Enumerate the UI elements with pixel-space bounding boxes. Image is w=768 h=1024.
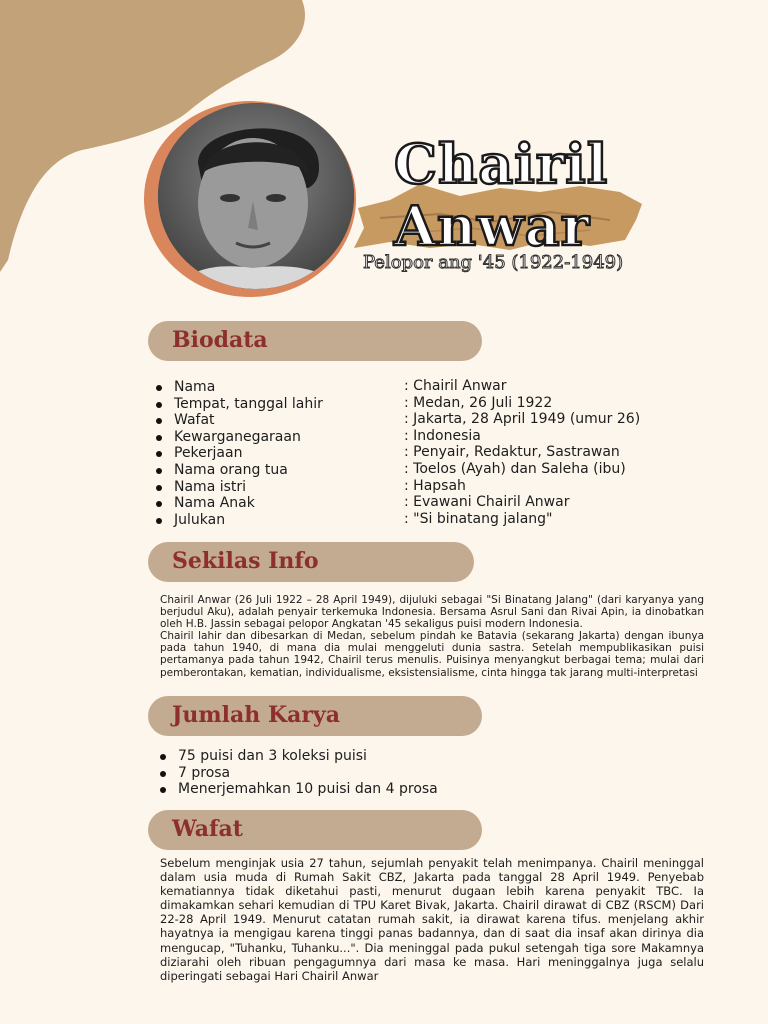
biodata-value: : Toelos (Ayah) dan Saleha (ibu) (404, 460, 626, 477)
biodata-values (404, 378, 640, 527)
wafat-paragraph: Sebelum menginjak usia 27 tahun, sejumlah penyakit telah menimpanya. Chairil meninggal dalam usia muda di Rumah Sakit CBZ, Jakarta pada tanggal 28 April 1949. Penyebab kematiannya tidak diketahui pasti, menurut dugaan lebih karena penyakit TBC. Ia dimakamkan sehari kemudian di TPU Karet Bivak, Jakarta. Chairil dirawat di CBZ (RSCM) Dari 22-28 April 1949. Menurut catatan rumah sakit, ia dirawat karena tifus. menjelang akhir hayatnya ia mengigau karena tinggi panas badannya, dan di saat dia insaf akan dirinya dia mengucap, "Tuhanku, Tuhanku...". Dia meninggal pada pukul setengah tiga sore Makamnya diziarahi oleh ribuan pengagumnya dari masa ke masa. Hari meninggalnya juga selalu diperingati sebagai Hari Chairil Anwar (160, 856, 704, 983)
biodata-value: : Medan, 26 Juli 1922 (404, 394, 553, 411)
biodata-labels (156, 379, 323, 528)
subtitle: Pelopor ang '45 (1922-1949) (363, 252, 624, 273)
biodata-value: : Evawani Chairil Anwar (404, 494, 570, 511)
section-heading-wafat (148, 810, 482, 850)
biodata-label: Nama Anak (156, 495, 323, 512)
biodata-value: : Chairil Anwar (404, 378, 507, 394)
section-heading-label: Jumlah Karya (172, 702, 340, 728)
portrait-photo (158, 103, 354, 289)
biodata-label: Nama orang tua (156, 462, 323, 479)
list-item: 7 prosa (160, 765, 438, 782)
biodata-value: : Penyair, Redaktur, Sastrawan (404, 444, 620, 461)
list-item: 75 puisi dan 3 koleksi puisi (160, 748, 438, 765)
jumlah-karya-list (160, 748, 438, 798)
biodata-value: : Jakarta, 28 April 1949 (umur 26) (404, 411, 641, 428)
section-heading-jumlah-karya (148, 696, 482, 736)
biodata-label: Pekerjaan (156, 445, 323, 462)
biodata-label: Julukan (156, 512, 323, 529)
biodata-label: Nama (156, 379, 323, 396)
biodata-label: Tempat, tanggal lahir (156, 396, 323, 413)
section-heading-label: Biodata (172, 327, 268, 353)
section-heading-label: Sekilas Info (172, 548, 319, 574)
biodata-value: : Indonesia (404, 427, 481, 444)
sekilas-info-paragraph-2: Chairil lahir dan dibesarkan di Medan, sebelum pindah ke Batavia (sekarang Jakarta) dengan ibunya pada tahun 1940, di mana dia mulai menggeluti dunia sastra. Setelah mempublikasikan puisi pertamanya pada tahun 1942, Chairil terus menulis. Puisinya menyangkut berbagai tema; mulai dari pemberontakan, kematian, individualisme, eksistensialisme, cinta hingga tak jarang multi-interpretasi (160, 630, 704, 679)
title-first-name: Chairil (394, 132, 609, 196)
biodata-label: Kewarganegaraan (156, 429, 323, 446)
biodata-value: : "Si binatang jalang" (404, 510, 553, 527)
biodata-label: Nama istri (156, 479, 323, 496)
section-heading-biodata (148, 321, 482, 361)
biodata-value: : Hapsah (404, 477, 466, 494)
list-item: Menerjemahkan 10 puisi dan 4 prosa (160, 781, 438, 798)
biodata-label: Wafat (156, 412, 323, 429)
section-heading-sekilas-info (148, 542, 474, 582)
section-heading-label: Wafat (172, 816, 243, 842)
sekilas-info-paragraph-1: Chairil Anwar (26 Juli 1922 – 28 April 1949), dijuluki sebagai "Si Binatang Jalang" (dari karyanya yang berjudul Aku), adalah penyair terkemuka Indonesia. Bersama Asrul Sani dan Rivai Apin, ia dinobatkan oleh H.B. Jassin sebagai pelopor Angkatan '45 sekaligus puisi modern Indonesia. (160, 594, 704, 631)
title-last-name: Anwar (394, 194, 591, 258)
